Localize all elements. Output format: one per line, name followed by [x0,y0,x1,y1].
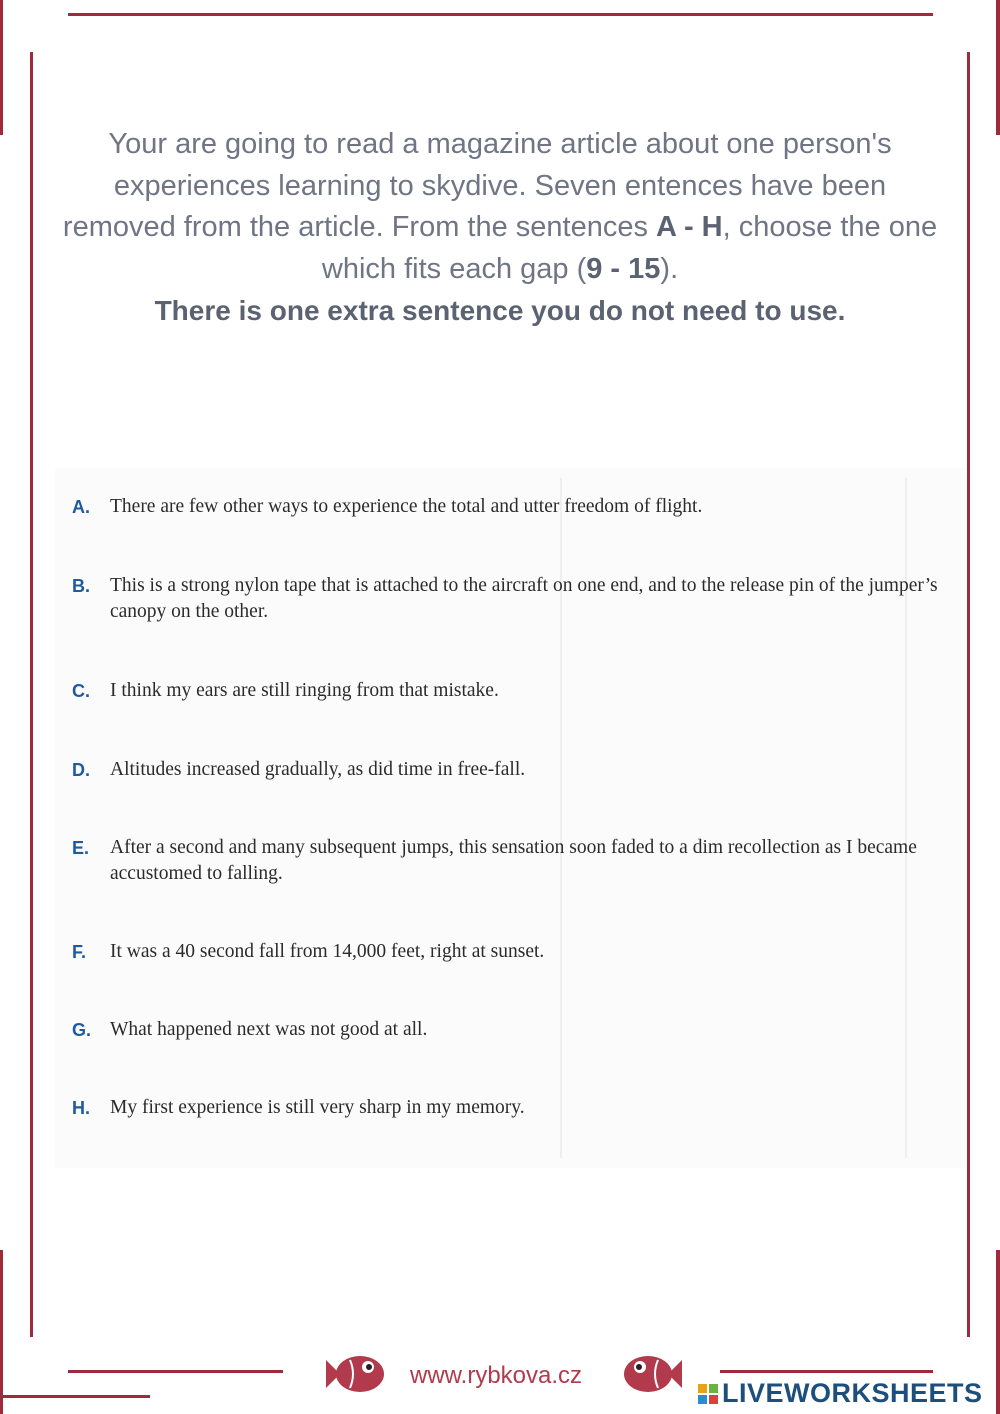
option-letter: D. [72,760,90,780]
instructions [60,124,940,332]
instructions-note: There is one extra sentence you do not need to use. [154,295,846,326]
instructions-text-1: Your are going to read a magazine article about one person's experiences learning to skydive. Seven entences have been removed from the article. From the sentences [62,128,892,243]
option-text: What happened next was not good at all. [110,1019,428,1040]
instructions-text-2: , choose the one which fits each gap ( [321,211,938,285]
option-letter: F. [72,942,87,962]
option-c [72,678,950,704]
option-letter: C. [72,681,90,701]
option-b [72,573,950,625]
option-f [72,939,950,965]
right-inner-line [967,52,970,1337]
liveworksheets-grid-icon [698,1384,718,1404]
website-link[interactable]: www.rybkova.cz [410,1362,583,1389]
option-text: After a second and many subsequent jumps, this sensation soon faded to a dim recollection as I became accustomed to falling. [110,837,917,884]
option-letter: E. [72,838,90,858]
bottom-left-edge-line [0,1395,150,1398]
option-text: I think my ears are still ringing from that mistake. [110,680,499,701]
bottom-right-line [720,1370,933,1373]
option-text: It was a 40 second fall from 14,000 feet, right at sunset. [110,941,545,962]
option-text: This is a strong nylon tape that is attached to the aircraft on one end, and to the release pin of the jumper’s canopy on the other. [110,575,938,622]
fish-logo-icon [322,1350,386,1398]
option-h [72,1095,950,1121]
bottom-left-line [68,1370,283,1373]
option-text: My first experience is still very sharp in my memory. [110,1097,525,1118]
instructions-letter-range: A - H [656,211,723,243]
option-text: There are few other ways to experience the total and utter freedom of flight. [110,496,703,517]
left-edge-line-bottom [0,1250,3,1414]
left-inner-line [30,52,33,1337]
right-edge-line-top [996,0,1000,135]
instructions-number-range: 9 - 15 [586,252,661,285]
option-letter: H. [72,1098,90,1118]
option-a [72,494,950,520]
option-letter: B. [72,576,90,596]
option-d [72,757,950,783]
option-letter: A. [72,497,90,517]
fish-logo-icon [622,1350,686,1398]
instructions-text-3: ). [660,252,679,285]
option-text: Altitudes increased gradually, as did time in free-fall. [110,759,526,780]
top-border-line [68,13,933,16]
liveworksheets-logo[interactable] [698,1378,983,1409]
right-edge-line-bottom [996,1250,1000,1414]
left-edge-line-top [0,0,3,135]
option-e [72,835,950,887]
liveworksheets-logo-text: LIVEWORKSHEETS [722,1378,983,1408]
option-g [72,1017,950,1043]
option-letter: G. [72,1020,92,1040]
